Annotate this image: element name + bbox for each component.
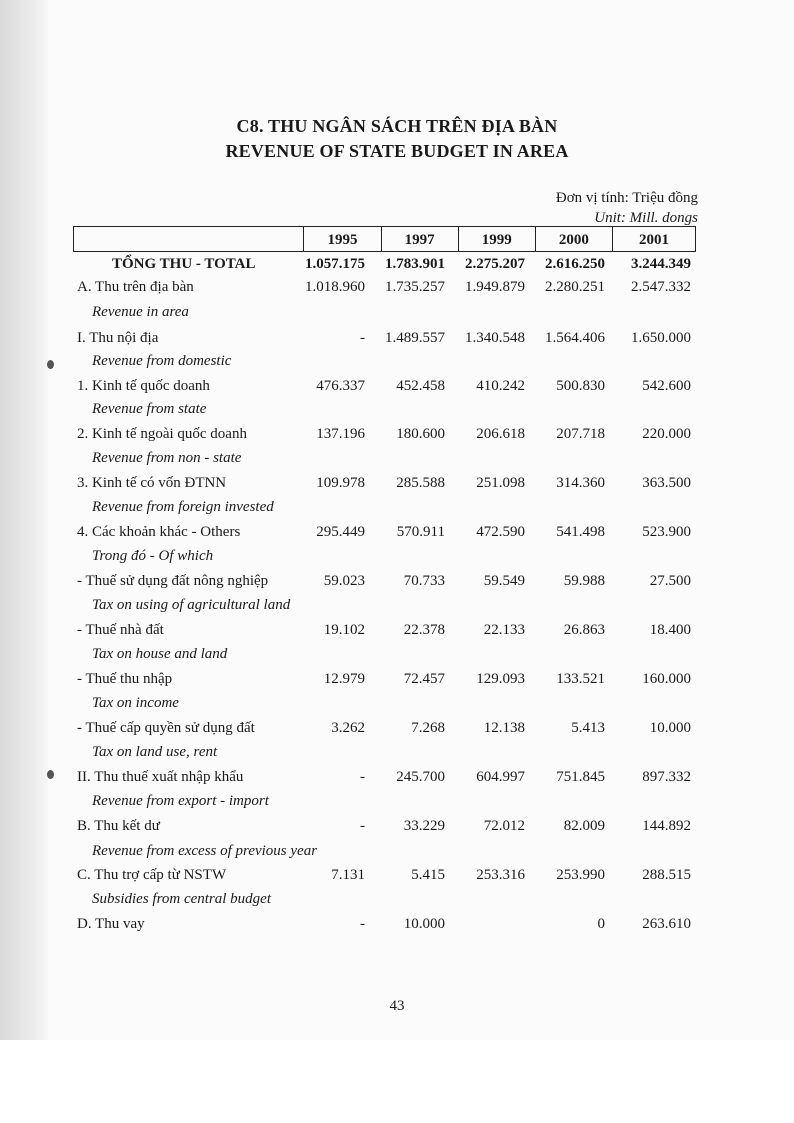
row-label: - Thuế sử dụng đất nông nghiệp — [77, 573, 269, 589]
cell-2001: 2.547.332 — [631, 279, 691, 295]
table-row — [0, 524, 794, 548]
table-row — [0, 720, 794, 744]
table-row — [0, 916, 794, 940]
cell-1995: 137.196 — [316, 426, 365, 442]
row-label: 2. Kinh tế ngoài quốc doanh — [77, 426, 247, 442]
cell-1995: 7.131 — [331, 867, 365, 883]
cell-2000: 500.830 — [556, 378, 605, 394]
row-label: - Thuế cấp quyền sử dụng đất — [77, 720, 255, 736]
cell-2001: 363.500 — [642, 475, 691, 491]
cell-1995: 295.449 — [316, 524, 365, 540]
table-row — [0, 499, 794, 523]
cell-1995: 1.018.960 — [305, 279, 365, 295]
cell-2000: 2.616.250 — [545, 256, 605, 272]
scan-bottom-margin — [0, 1040, 794, 1123]
cell-1997: 1.783.901 — [385, 256, 445, 272]
row-label-english: Revenue from domestic — [92, 353, 232, 369]
cell-2000: 2.280.251 — [545, 279, 605, 295]
header-year-1995: 1995 — [304, 227, 381, 251]
cell-1997: 180.600 — [396, 426, 445, 442]
row-label-english: Tax on house and land — [92, 646, 228, 662]
table-row — [0, 843, 794, 867]
row-label-english: Tax on income — [92, 695, 179, 711]
cell-1999: 2.275.207 — [465, 256, 525, 272]
row-label: A. Thu trên địa bàn — [77, 279, 194, 295]
cell-2001: 263.610 — [642, 916, 691, 932]
row-label: 3. Kinh tế có vốn ĐTNN — [77, 475, 227, 491]
table-row — [0, 475, 794, 499]
table-row — [0, 304, 794, 328]
cell-2001: 288.515 — [642, 867, 691, 883]
cell-1999: 251.098 — [476, 475, 525, 491]
cell-1997: 570.911 — [396, 524, 445, 540]
header-year-2000: 2000 — [536, 227, 613, 251]
table-row — [0, 330, 794, 354]
table-row — [0, 695, 794, 719]
cell-2001: 18.400 — [649, 622, 691, 638]
cell-1995: 476.337 — [316, 378, 365, 394]
cell-1997: 10.000 — [403, 916, 445, 932]
cell-1997: 285.588 — [396, 475, 445, 491]
row-label: 1. Kinh tế quốc doanh — [77, 378, 210, 394]
cell-1999: 253.316 — [476, 867, 525, 883]
table-header — [73, 226, 696, 252]
cell-1995: 3.262 — [331, 720, 365, 736]
table-row — [0, 279, 794, 303]
table-row — [0, 622, 794, 646]
row-label-english: Subsidies from central budget — [92, 891, 272, 907]
cell-1995: 12.979 — [323, 671, 365, 687]
table-row — [0, 548, 794, 572]
cell-1995: 109.978 — [316, 475, 365, 491]
cell-1999: 410.242 — [476, 378, 525, 394]
table-row — [0, 818, 794, 842]
row-label: D. Thu vay — [77, 916, 145, 932]
table-row — [0, 646, 794, 670]
cell-1995: - — [360, 818, 365, 834]
table-row — [0, 378, 794, 402]
table-row — [0, 401, 794, 425]
cell-2001: 10.000 — [649, 720, 691, 736]
cell-1997: 1.489.557 — [385, 330, 445, 346]
title-vietnamese: C8. THU NGÂN SÁCH TRÊN ĐỊA BÀN — [236, 116, 558, 136]
row-label: - Thuế thu nhập — [77, 671, 173, 687]
cell-2000: 133.521 — [556, 671, 605, 687]
header-label-cell — [74, 227, 304, 251]
cell-2000: 5.413 — [571, 720, 605, 736]
cell-2000: 1.564.406 — [545, 330, 605, 346]
unit-english: Unit: Mill. dongs — [594, 210, 698, 226]
cell-2001: 144.892 — [642, 818, 691, 834]
cell-1997: 245.700 — [396, 769, 445, 785]
table-row — [0, 597, 794, 621]
header-year-1999: 1999 — [459, 227, 536, 251]
cell-1997: 7.268 — [411, 720, 445, 736]
cell-2001: 1.650.000 — [631, 330, 691, 346]
cell-1999: 604.997 — [476, 769, 525, 785]
title-english: REVENUE OF STATE BUDGET IN AREA — [225, 141, 569, 161]
row-label: - Thuế nhà đất — [77, 622, 164, 638]
cell-2000: 314.360 — [556, 475, 605, 491]
cell-2000: 541.498 — [556, 524, 605, 540]
cell-2000: 0 — [597, 916, 605, 932]
table-row — [0, 793, 794, 817]
cell-1999: 129.093 — [476, 671, 525, 687]
cell-1995: - — [360, 769, 365, 785]
row-label: I. Thu nội địa — [77, 330, 159, 346]
cell-1999: 59.549 — [483, 573, 525, 589]
cell-2000: 26.863 — [563, 622, 605, 638]
header-year-1997: 1997 — [382, 227, 459, 251]
cell-1999: 472.590 — [476, 524, 525, 540]
cell-2001: 897.332 — [642, 769, 691, 785]
cell-1995: - — [360, 330, 365, 346]
cell-2001: 27.500 — [649, 573, 691, 589]
row-label: TỔNG THU - TOTAL — [112, 256, 256, 272]
table-row — [0, 450, 794, 474]
cell-2000: 207.718 — [556, 426, 605, 442]
row-label: II. Thu thuế xuất nhập khẩu — [77, 769, 244, 785]
cell-2000: 59.988 — [563, 573, 605, 589]
cell-1997: 72.457 — [403, 671, 445, 687]
row-label: B. Thu kết dư — [77, 818, 160, 834]
cell-1995: 59.023 — [323, 573, 365, 589]
cell-1999: 22.133 — [483, 622, 525, 638]
cell-1995: - — [360, 916, 365, 932]
table-row — [0, 671, 794, 695]
cell-1997: 1.735.257 — [385, 279, 445, 295]
row-label-english: Revenue from state — [92, 401, 207, 417]
row-label: C. Thu trợ cấp từ NSTW — [77, 867, 227, 883]
cell-2001: 523.900 — [642, 524, 691, 540]
table-row — [0, 353, 794, 377]
row-label-english: Trong đó - Of which — [92, 548, 214, 564]
cell-2001: 160.000 — [642, 671, 691, 687]
cell-1995: 19.102 — [323, 622, 365, 638]
row-label: 4. Các khoản khác - Others — [77, 524, 241, 540]
cell-1999: 206.618 — [476, 426, 525, 442]
row-label-english: Revenue from foreign invested — [92, 499, 274, 515]
cell-1999: 72.012 — [483, 818, 525, 834]
table-row — [0, 769, 794, 793]
page-number: 43 — [389, 998, 405, 1014]
cell-1999: 12.138 — [483, 720, 525, 736]
row-label-english: Revenue from export - import — [92, 793, 269, 809]
cell-1995: 1.057.175 — [305, 256, 365, 272]
cell-2000: 253.990 — [556, 867, 605, 883]
table-row — [0, 867, 794, 891]
cell-2001: 3.244.349 — [631, 256, 691, 272]
table-row — [0, 744, 794, 768]
row-label-english: Tax on land use, rent — [92, 744, 218, 760]
cell-1997: 22.378 — [403, 622, 445, 638]
cell-1999: 1.340.548 — [465, 330, 525, 346]
row-label-english: Revenue from non - state — [92, 450, 242, 466]
table-row — [0, 891, 794, 915]
cell-1997: 452.458 — [396, 378, 445, 394]
row-label-english: Revenue from excess of previous year — [92, 843, 318, 859]
unit-vietnamese: Đơn vị tính: Triệu đồng — [555, 190, 698, 206]
cell-2000: 82.009 — [563, 818, 605, 834]
cell-1997: 70.733 — [403, 573, 445, 589]
cell-1999: 1.949.879 — [465, 279, 525, 295]
header-year-2001: 2001 — [638, 232, 669, 248]
table-row — [0, 256, 794, 280]
table-row — [0, 573, 794, 597]
table-row — [0, 426, 794, 450]
row-label-english: Revenue in area — [92, 304, 189, 320]
cell-1997: 33.229 — [403, 818, 445, 834]
cell-1997: 5.415 — [411, 867, 445, 883]
cell-2001: 542.600 — [642, 378, 691, 394]
cell-2001: 220.000 — [642, 426, 691, 442]
row-label-english: Tax on using of agricultural land — [92, 597, 291, 613]
cell-2000: 751.845 — [556, 769, 605, 785]
